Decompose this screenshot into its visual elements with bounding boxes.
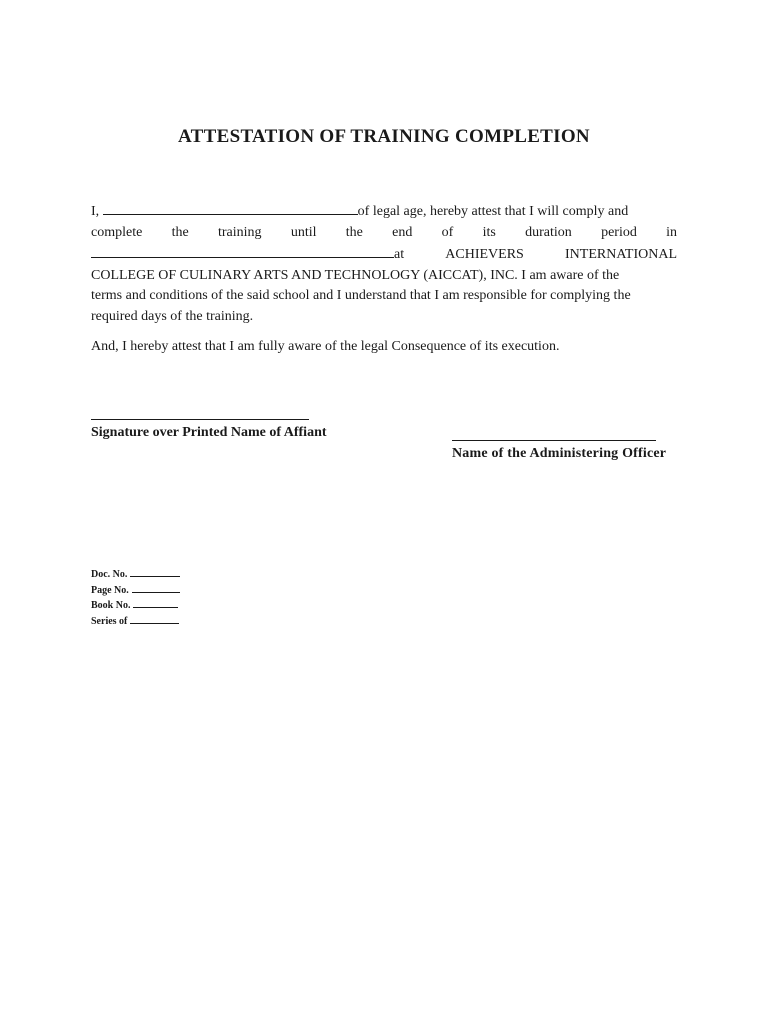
- paragraph-line-4: COLLEGE OF CULINARY ARTS AND TECHNOLOGY (AICCAT), INC. I am aware of the: [91, 267, 620, 283]
- doc-no-label: Doc. No.: [91, 569, 128, 580]
- notary-fields: [91, 567, 180, 629]
- doc-no-blank: [130, 567, 180, 577]
- line2-word: its: [482, 224, 496, 240]
- line2-word: the: [171, 224, 189, 240]
- line1-after-blank: of legal age, hereby attest that I will comply and: [357, 204, 629, 219]
- affiant-signature-label: Signature over Printed Name of Affiant: [91, 425, 327, 440]
- paragraph-line-3: [91, 243, 677, 266]
- officer-signature-line: [452, 440, 656, 441]
- line3-after-blank: at: [394, 247, 405, 262]
- page-no-blank: [132, 583, 180, 593]
- notary-field-doc-no: [91, 567, 180, 583]
- notary-field-page-no: [91, 583, 180, 599]
- line2-word: end: [392, 224, 413, 240]
- line3-word: INTERNATIONAL: [565, 247, 677, 262]
- duration-blank-field: [91, 243, 394, 258]
- execution-paragraph: And, I hereby attest that I am fully aware of the legal Consequence of its execution.: [91, 339, 560, 354]
- paragraph-line-2: [91, 223, 677, 244]
- line2-word: until: [290, 224, 317, 240]
- line3-word: ACHIEVERS: [445, 247, 524, 262]
- paragraph-line-6: required days of the training.: [91, 308, 254, 324]
- affiant-signature-line: [91, 419, 309, 420]
- paragraph-line-5: terms and conditions of the said school and I understand that I am responsible for complying the: [91, 288, 631, 303]
- line2-word: training: [217, 224, 262, 240]
- book-no-blank: [133, 598, 178, 608]
- series-of-label: Series of: [91, 615, 128, 627]
- line1-start: I,: [91, 204, 100, 219]
- notary-field-series-of: [91, 614, 180, 630]
- paragraph-line-1: [91, 200, 677, 223]
- name-blank-field: [103, 200, 358, 215]
- line2-word: of: [441, 224, 454, 240]
- document-title: ATTESTATION OF TRAINING COMPLETION: [178, 126, 590, 147]
- officer-name-label: Name of the Administering Officer: [452, 446, 667, 461]
- page-no-label: Page No.: [91, 584, 129, 596]
- notary-field-book-no: [91, 598, 180, 614]
- line3-start: [91, 243, 404, 266]
- book-no-label: Book No.: [91, 600, 131, 611]
- line2-word: complete: [91, 224, 143, 240]
- line1-text: [91, 200, 628, 223]
- line2-word: duration: [525, 224, 572, 240]
- line2-word: period: [601, 224, 637, 240]
- line2-word: in: [666, 224, 677, 240]
- line2-word: the: [345, 224, 363, 240]
- attestation-paragraph: [91, 200, 677, 327]
- series-of-blank: [130, 614, 179, 624]
